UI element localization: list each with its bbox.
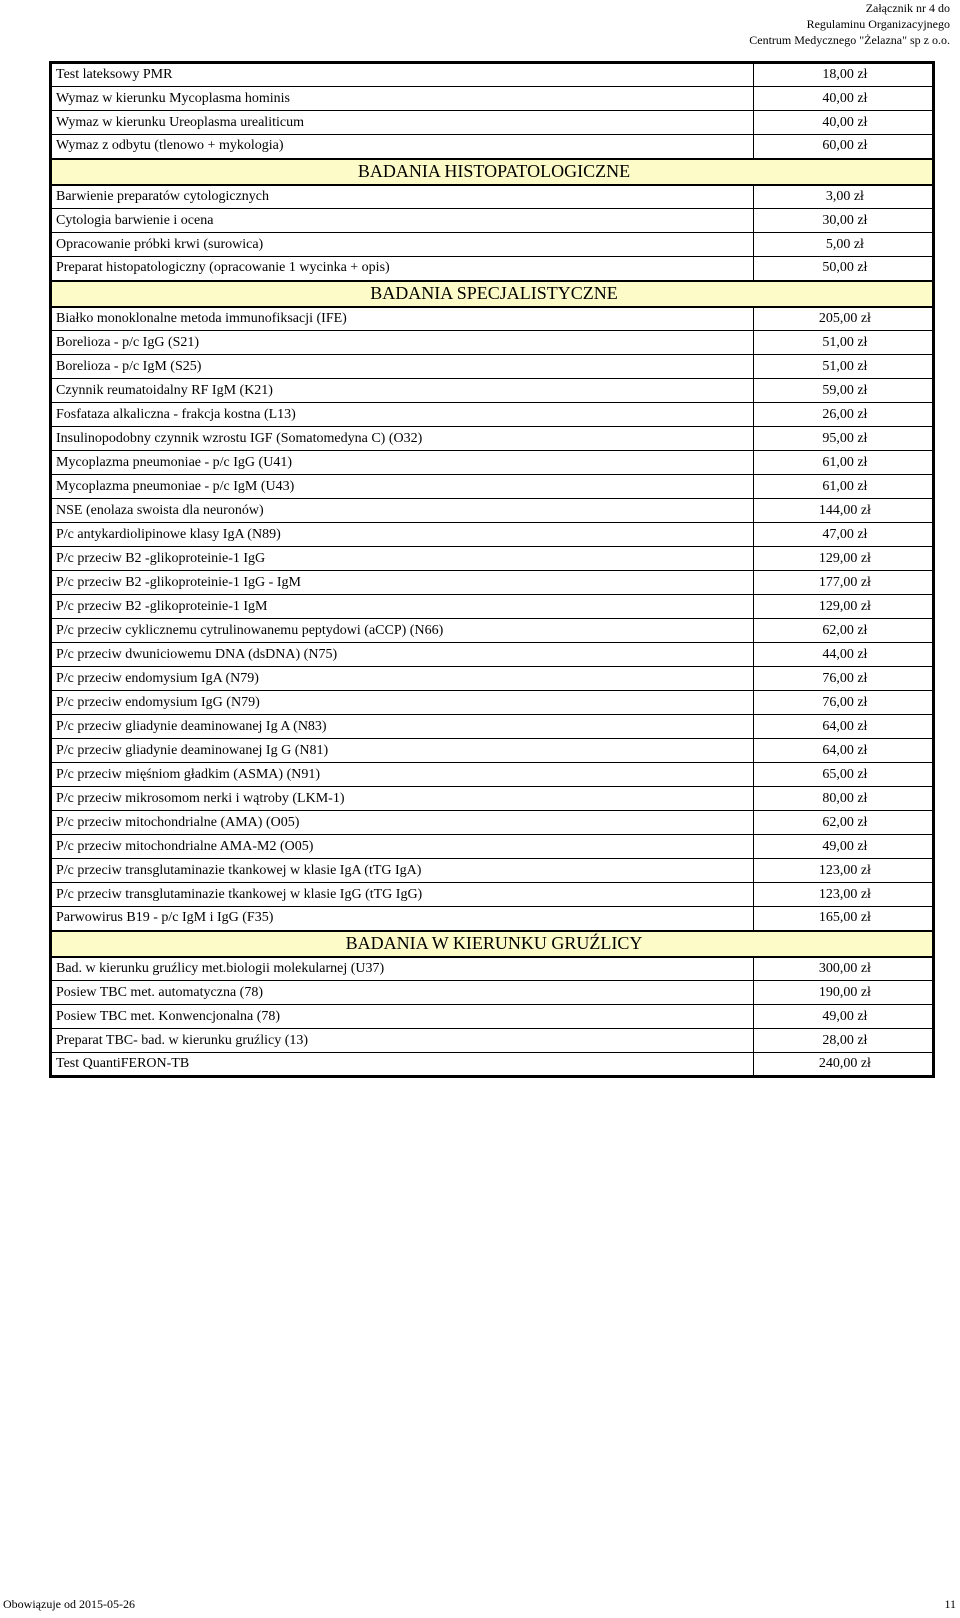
test-name: Test lateksowy PMR	[51, 63, 754, 87]
table-row	[51, 643, 934, 667]
test-price: 28,00 zł	[753, 1029, 933, 1053]
test-price: 129,00 zł	[753, 547, 933, 571]
test-name: Wymaz z odbytu (tlenowo + mykologia)	[51, 135, 754, 159]
table-row	[51, 715, 934, 739]
table-row	[51, 307, 934, 331]
test-price: 64,00 zł	[753, 715, 933, 739]
test-price: 49,00 zł	[753, 1005, 933, 1029]
test-price: 44,00 zł	[753, 643, 933, 667]
table-row	[51, 571, 934, 595]
test-name: Parwowirus B19 - p/c IgM i IgG (F35)	[51, 907, 754, 931]
test-name: Preparat TBC- bad. w kierunku gruźlicy (13)	[51, 1029, 754, 1053]
table-row	[51, 63, 934, 87]
table-row	[51, 233, 934, 257]
test-name: Bad. w kierunku gruźlicy met.biologii molekularnej (U37)	[51, 957, 754, 981]
document-header	[530, 0, 950, 48]
test-name: P/c przeciw B2 -glikoproteinie-1 IgG - IgM	[51, 571, 754, 595]
test-name: Borelioza - p/c IgM (S25)	[51, 355, 754, 379]
test-price: 3,00 zł	[753, 185, 933, 209]
section-header-row	[51, 281, 934, 307]
test-name: P/c przeciw endomysium IgA (N79)	[51, 667, 754, 691]
table-row	[51, 475, 934, 499]
table-row	[51, 257, 934, 281]
test-price: 190,00 zł	[753, 981, 933, 1005]
page-number: 11	[944, 1597, 956, 1611]
test-name: P/c przeciw gliadynie deaminowanej Ig G (N81)	[51, 739, 754, 763]
test-name: P/c przeciw mitochondrialne AMA-M2 (O05)	[51, 835, 754, 859]
table-row	[51, 1005, 934, 1029]
test-price: 144,00 zł	[753, 499, 933, 523]
test-name: Borelioza - p/c IgG (S21)	[51, 331, 754, 355]
test-price: 59,00 zł	[753, 379, 933, 403]
test-name: NSE (enolaza swoista dla neuronów)	[51, 499, 754, 523]
test-price: 300,00 zł	[753, 957, 933, 981]
table-row	[51, 763, 934, 787]
test-name: Preparat histopatologiczny (opracowanie 1 wycinka + opis)	[51, 257, 754, 281]
table-row	[51, 739, 934, 763]
test-name: P/c przeciw transglutaminazie tkankowej w klasie IgA (tTG IgA)	[51, 859, 754, 883]
test-name: Posiew TBC met. Konwencjonalna (78)	[51, 1005, 754, 1029]
table-row	[51, 355, 934, 379]
table-row	[51, 135, 934, 159]
test-name: Mycoplazma pneumoniae - p/c IgM (U43)	[51, 475, 754, 499]
test-name: Mycoplazma pneumoniae - p/c IgG (U41)	[51, 451, 754, 475]
test-price: 61,00 zł	[753, 475, 933, 499]
test-price: 5,00 zł	[753, 233, 933, 257]
test-name: Barwienie preparatów cytologicznych	[51, 185, 754, 209]
test-name: P/c przeciw gliadynie deaminowanej Ig A (N83)	[51, 715, 754, 739]
table-row	[51, 523, 934, 547]
test-price: 177,00 zł	[753, 571, 933, 595]
test-price: 40,00 zł	[753, 87, 933, 111]
test-price: 76,00 zł	[753, 667, 933, 691]
table-row	[51, 595, 934, 619]
test-name: P/c przeciw B2 -glikoproteinie-1 IgM	[51, 595, 754, 619]
section-title: BADANIA HISTOPATOLOGICZNE	[51, 159, 934, 185]
section-header-row	[51, 931, 934, 957]
header-line-1: Załącznik nr 4 do	[865, 1, 950, 15]
test-price: 165,00 zł	[753, 907, 933, 931]
test-name: Posiew TBC met. automatyczna (78)	[51, 981, 754, 1005]
table-row	[51, 907, 934, 931]
test-price: 76,00 zł	[753, 691, 933, 715]
test-price: 205,00 zł	[753, 307, 933, 331]
table-row	[51, 547, 934, 571]
test-name: P/c przeciw B2 -glikoproteinie-1 IgG	[51, 547, 754, 571]
section-header-row	[51, 159, 934, 185]
test-name: P/c przeciw mikrosomom nerki i wątroby (LKM-1)	[51, 787, 754, 811]
test-price: 18,00 zł	[753, 63, 933, 87]
test-price: 129,00 zł	[753, 595, 933, 619]
test-price: 51,00 zł	[753, 355, 933, 379]
table-row	[51, 1029, 934, 1053]
header-line-3: Centrum Medycznego "Żelazna" sp z o.o.	[749, 33, 950, 47]
test-price: 26,00 zł	[753, 403, 933, 427]
test-price: 50,00 zł	[753, 257, 933, 281]
table-row	[51, 883, 934, 907]
table-row	[51, 87, 934, 111]
test-name: Fosfataza alkaliczna - frakcja kostna (L13)	[51, 403, 754, 427]
test-name: P/c przeciw transglutaminazie tkankowej w klasie IgG (tTG IgG)	[51, 883, 754, 907]
table-row	[51, 811, 934, 835]
test-name: P/c antykardiolipinowe klasy IgA (N89)	[51, 523, 754, 547]
test-name: Test QuantiFERON-TB	[51, 1053, 754, 1077]
test-name: P/c przeciw dwuniciowemu DNA (dsDNA) (N75)	[51, 643, 754, 667]
table-row	[51, 111, 934, 135]
test-price: 240,00 zł	[753, 1053, 933, 1077]
test-name: Opracowanie próbki krwi (surowica)	[51, 233, 754, 257]
table-row	[51, 185, 934, 209]
test-name: Białko monoklonalne metoda immunofiksacji (IFE)	[51, 307, 754, 331]
table-row	[51, 209, 934, 233]
table-row	[51, 691, 934, 715]
table-row	[51, 787, 934, 811]
test-name: P/c przeciw mięśniom gładkim (ASMA) (N91)	[51, 763, 754, 787]
table-row	[51, 331, 934, 355]
test-price: 51,00 zł	[753, 331, 933, 355]
table-row	[51, 859, 934, 883]
test-name: Insulinopodobny czynnik wzrostu IGF (Somatomedyna C) (O32)	[51, 427, 754, 451]
test-price: 62,00 zł	[753, 619, 933, 643]
test-price: 123,00 zł	[753, 859, 933, 883]
table-row	[51, 379, 934, 403]
table-row	[51, 499, 934, 523]
test-price: 30,00 zł	[753, 209, 933, 233]
test-price: 40,00 zł	[753, 111, 933, 135]
table-row	[51, 957, 934, 981]
table-row	[51, 451, 934, 475]
test-price: 80,00 zł	[753, 787, 933, 811]
table-row	[51, 1053, 934, 1077]
table-row	[51, 403, 934, 427]
section-title: BADANIA W KIERUNKU GRUŹLICY	[51, 931, 934, 957]
test-price: 123,00 zł	[753, 883, 933, 907]
table-row	[51, 667, 934, 691]
price-list-table	[49, 61, 935, 1078]
test-price: 61,00 zł	[753, 451, 933, 475]
test-name: P/c przeciw cyklicznemu cytrulinowanemu peptydowi (aCCP) (N66)	[51, 619, 754, 643]
test-name: Cytologia barwienie i ocena	[51, 209, 754, 233]
test-name: P/c przeciw endomysium IgG (N79)	[51, 691, 754, 715]
test-price: 95,00 zł	[753, 427, 933, 451]
test-price: 62,00 zł	[753, 811, 933, 835]
table-row	[51, 835, 934, 859]
test-price: 64,00 zł	[753, 739, 933, 763]
test-price: 60,00 zł	[753, 135, 933, 159]
table-row	[51, 427, 934, 451]
test-price: 65,00 zł	[753, 763, 933, 787]
table-row	[51, 981, 934, 1005]
test-price: 47,00 zł	[753, 523, 933, 547]
test-price: 49,00 zł	[753, 835, 933, 859]
test-name: Wymaz w kierunku Ureoplasma urealiticum	[51, 111, 754, 135]
test-name: Czynnik reumatoidalny RF IgM (K21)	[51, 379, 754, 403]
test-name: Wymaz w kierunku Mycoplasma hominis	[51, 87, 754, 111]
table-row	[51, 619, 934, 643]
section-title: BADANIA SPECJALISTYCZNE	[51, 281, 934, 307]
test-name: P/c przeciw mitochondrialne (AMA) (O05)	[51, 811, 754, 835]
effective-date: Obowiązuje od 2015-05-26	[3, 1597, 135, 1611]
header-line-2: Regulaminu Organizacyjnego	[806, 17, 950, 31]
